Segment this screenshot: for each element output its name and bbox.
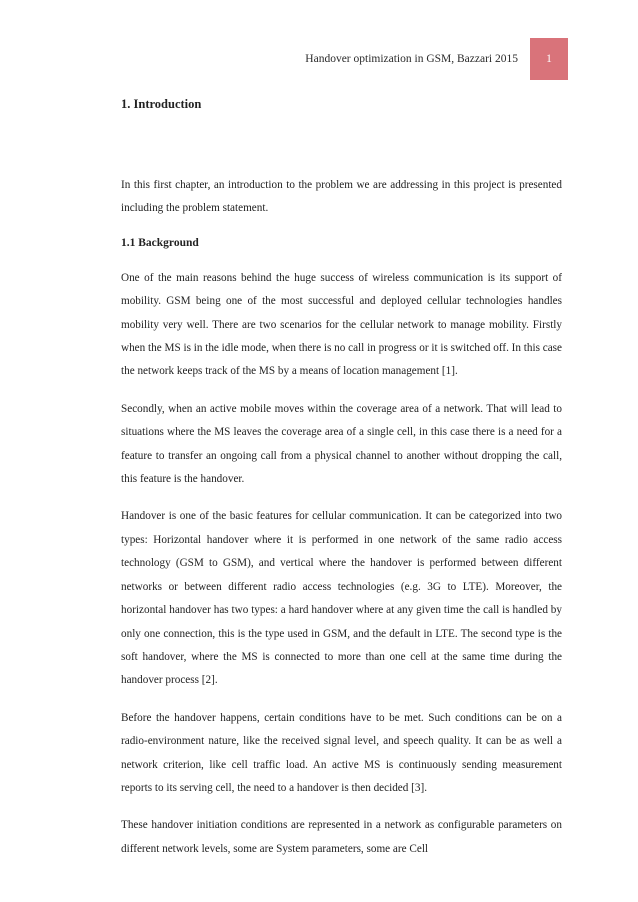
running-title: Handover optimization in GSM, Bazzari 2015 — [305, 53, 518, 65]
page-number-badge: 1 — [530, 38, 568, 80]
body-paragraph: These handover initiation conditions are represented in a network as configurable parameters on different network levels, some are System parameters, some are Cell — [121, 819, 562, 855]
body-paragraph: Secondly, when an active mobile moves within the coverage area of a network. That will lead to situations where the MS leaves the coverage area of a single cell, in this case there is a need for a feature to transfer an ongoing call from a physical channel to another without dropping the call, this feature is the handover. — [121, 402, 562, 486]
page-content — [121, 90, 562, 861]
body-paragraph: One of the main reasons behind the huge success of wireless communication is its support of mobility. GSM being one of the most successful and deployed cellular technologies handles mobility very well. There are two scenarios for the cellular network to manage mobility. Firstly when the MS is in the idle mode, when there is no call in progress or it is switched off. In this case the network keeps track of the MS by a means of location management [1]. — [121, 271, 562, 378]
subsection-title-background: 1.1 Background — [121, 236, 199, 249]
section-title-introduction: 1. Introduction — [121, 97, 202, 111]
body-paragraph: Before the handover happens, certain conditions have to be met. Such conditions can be on a radio-environment nature, like the received signal level, and speech quality. It can be as well a network criterion, like cell traffic load. An active MS is continuously sending measurement reports to its serving cell, the need to a handover is then decided [3]. — [121, 711, 562, 794]
page-header — [305, 38, 568, 80]
body-paragraph: Handover is one of the basic features for cellular communication. It can be categorized into two types: Horizontal handover where it is performed in one network of the same radio access technology (GSM to GSM), and vertical where the handover is performed between different networks or between different radio access technologies (e.g. 3G to LTE). Moreover, the horizontal handover has two types: a hard handover where at any given time the call is handled by only one connection, this is the type used in GSM, and the default in LTE. The second type is the soft handover, where the MS is connected to more than one cell at the same time during the handover process [2]. — [121, 510, 562, 687]
intro-paragraph: In this first chapter, an introduction to the problem we are addressing in this project is presented including the problem statement. — [121, 179, 562, 215]
